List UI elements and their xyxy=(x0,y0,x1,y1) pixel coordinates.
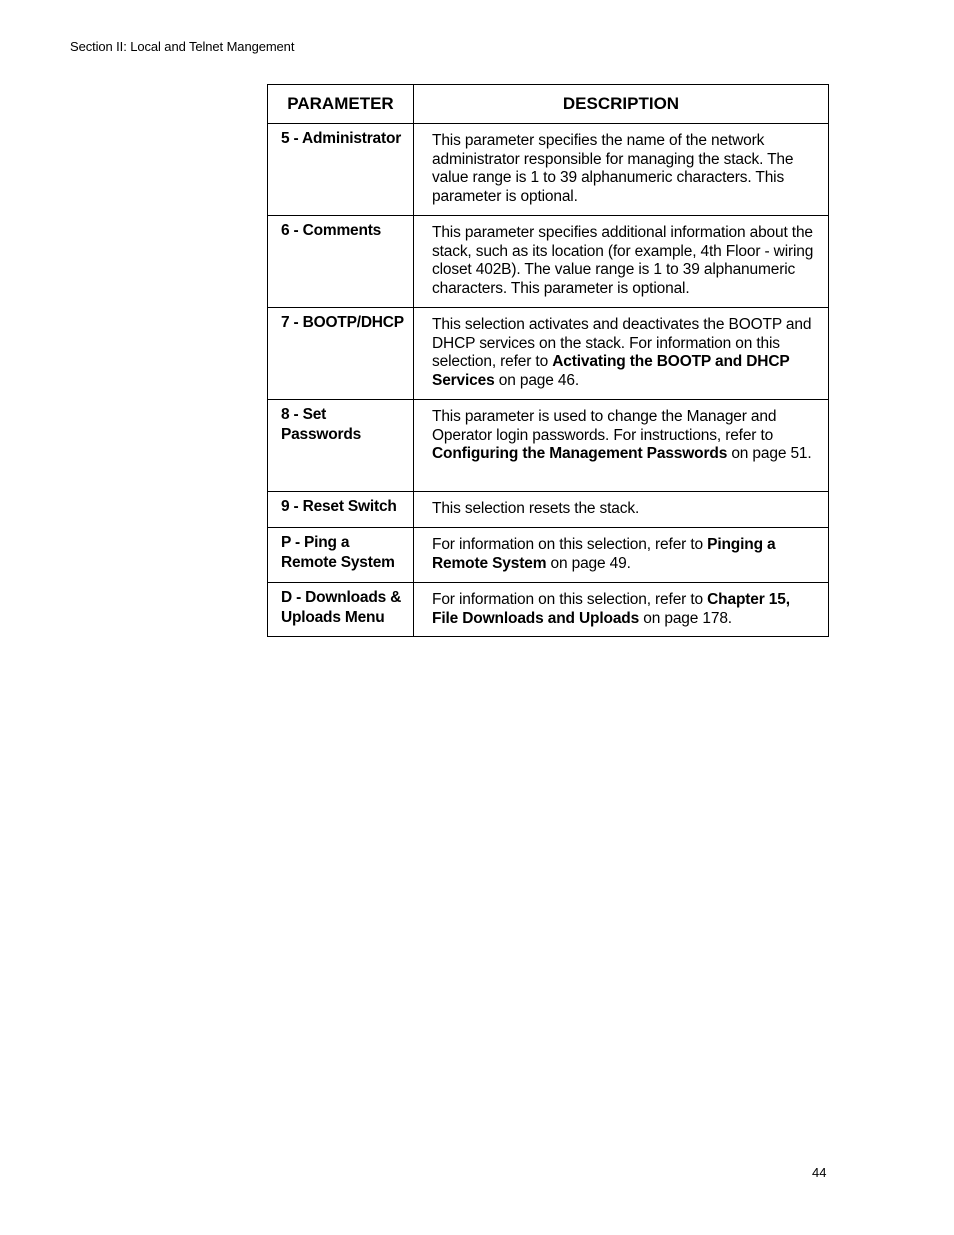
table-row xyxy=(268,528,829,583)
description-text: This selection activates and deactivates the BOOTP and DHCP services on the stack. For information on this selection, refer to xyxy=(432,316,812,371)
description-cell: This parameter specifies the name of the network administrator responsible for managing the stack. The value range is 1 to 39 alphanumeric characters. This parameter is optional. xyxy=(414,124,829,216)
description-text: This parameter is used to change the Manager and Operator login passwords. For instructions, refer to xyxy=(432,408,777,444)
parameter-line: Remote System xyxy=(281,554,395,571)
cross-reference: Activating the BOOTP and DHCP Services xyxy=(432,353,790,389)
parameter-cell xyxy=(268,528,414,583)
cross-reference: Configuring the Management Passwords xyxy=(432,445,728,463)
parameter-cell: 6 - Comments xyxy=(268,216,414,308)
parameter-line: P - Ping a xyxy=(281,534,350,551)
description-text: on page 49. xyxy=(546,554,631,572)
parameter-line: Uploads Menu xyxy=(281,609,385,626)
description-cell xyxy=(414,583,829,637)
parameter-cell xyxy=(268,400,414,492)
description-cell: This parameter specifies additional information about the stack, such as its location (for example, 4th Floor - wiring closet 402B). The value range is 1 to 39 alphanumeric characters. This parameter is optional. xyxy=(414,216,829,308)
table-row xyxy=(268,308,829,400)
section-header: Section II: Local and Telnet Mangement xyxy=(70,39,295,54)
parameter-cell: 9 - Reset Switch xyxy=(268,492,414,528)
cross-reference: Pinging a Remote System xyxy=(432,536,776,572)
description-cell xyxy=(414,400,829,492)
table-row xyxy=(268,492,829,528)
description-text: on page 178. xyxy=(639,609,732,627)
parameter-table xyxy=(267,84,829,637)
table-row xyxy=(268,583,829,637)
parameter-cell: 5 - Administrator xyxy=(268,124,414,216)
cross-reference: Chapter 15, File Downloads and Uploads xyxy=(432,591,790,627)
table-row xyxy=(268,216,829,308)
description-text: on page 51. xyxy=(727,445,812,463)
column-header-description: DESCRIPTION xyxy=(414,85,829,124)
parameter-line: Passwords xyxy=(281,426,362,443)
page-number: 44 xyxy=(812,1165,827,1180)
description-text: on page 46. xyxy=(494,371,579,389)
parameter-cell xyxy=(268,583,414,637)
description-cell xyxy=(414,528,829,583)
description-cell: This selection resets the stack. xyxy=(414,492,829,528)
description-text: For information on this selection, refer to xyxy=(432,536,708,553)
table-row xyxy=(268,124,829,216)
table-row xyxy=(268,400,829,492)
description-text: For information on this selection, refer to xyxy=(432,591,708,608)
description-cell xyxy=(414,308,829,400)
parameter-cell: 7 - BOOTP/DHCP xyxy=(268,308,414,400)
parameter-line: 8 - Set xyxy=(281,406,327,423)
parameter-line: D - Downloads & xyxy=(281,589,402,606)
table-header-row xyxy=(268,85,829,124)
column-header-parameter: PARAMETER xyxy=(268,85,414,124)
